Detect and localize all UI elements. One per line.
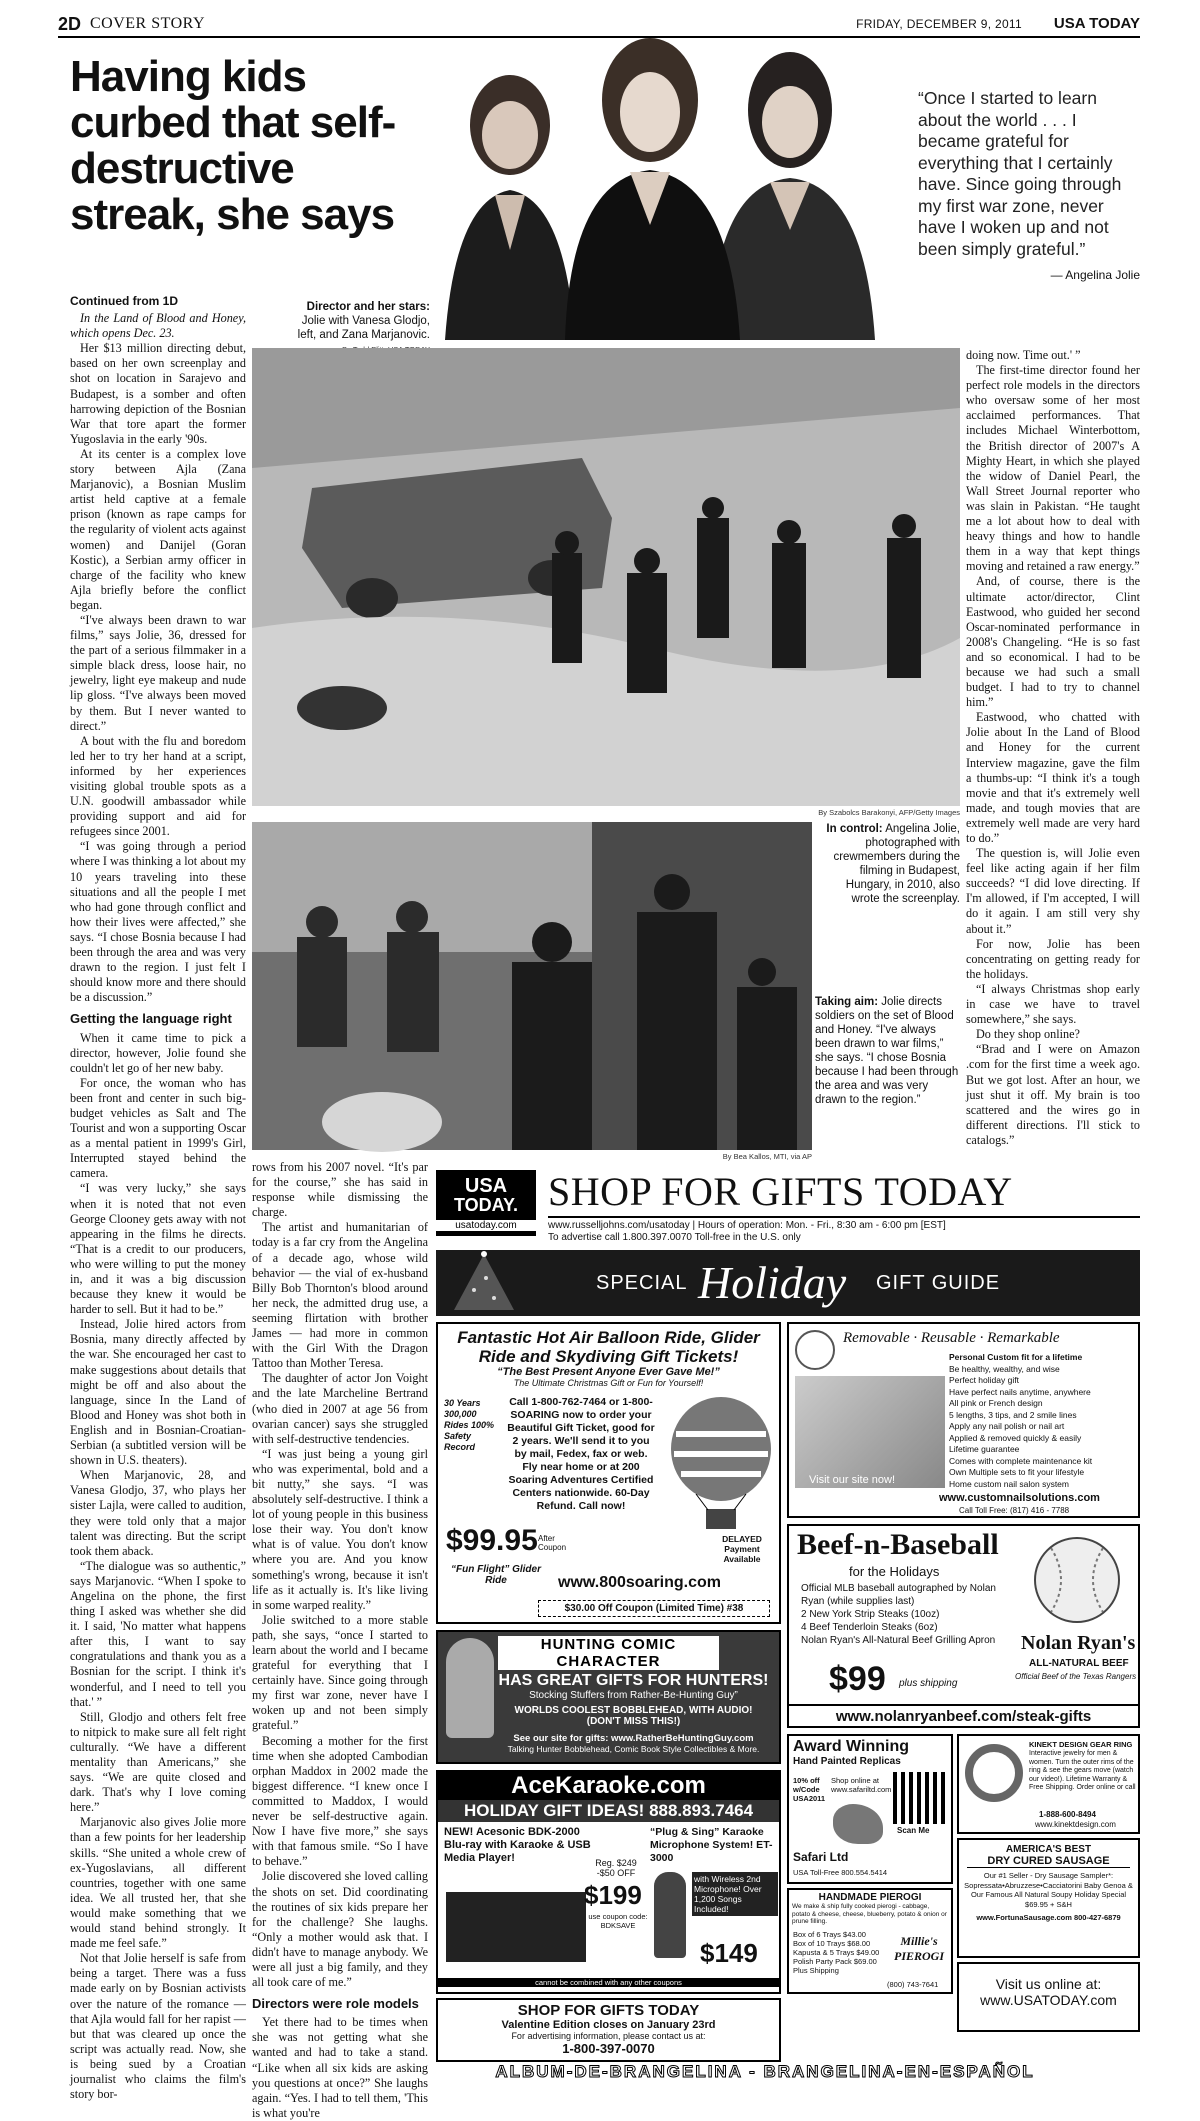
karaoke-p2-price: $149 (700, 1938, 758, 1968)
sausage-title: AMERICA'S BEST (1005, 1844, 1092, 1855)
crew-photo (252, 348, 960, 806)
col1-p7: When it came time to pick a director, however, Jolie found she couldn't let go of her new baby. (70, 1030, 246, 1075)
issue-date: FRIDAY, DECEMBER 9, 2011 (856, 17, 1022, 31)
balloon-title: Fantastic Hot Air Balloon Ride, Glider Ride and Skydiving Gift Tickets! (457, 1328, 760, 1366)
crew-photo-scene (252, 348, 960, 806)
ad-beef[interactable] (787, 1524, 1140, 1728)
beef-price: $99 (829, 1660, 886, 1698)
karaoke-p2: “Plug & Sing” Karaoke Microphone System! ET-3000 (650, 1826, 773, 1864)
pierogi-price: Box of 6 Trays $43.00 (793, 1930, 866, 1939)
beef-ship: plus shipping (899, 1678, 958, 1689)
soldiers-photo-credit: By Bea Kallos, MTI, via AP (722, 1152, 812, 1161)
karaoke-title: AceKaraoke.com (438, 1772, 779, 1800)
top-photo-caption (292, 300, 430, 342)
caption-text: Angelina Jolie, photographed with crewmembers during the filming in Budapest, Hungary, in 2010, also wrote the screenplay. (833, 823, 960, 905)
hot-air-balloon-icon (666, 1394, 776, 1534)
pull-quote (918, 88, 1140, 282)
balloon-sub1: “The Best Present Anyone Ever Gave Me!” (497, 1366, 720, 1378)
shop-bottom-title: SHOP FOR GIFTS TODAY (517, 2002, 700, 2019)
col2-p5: Jolie switched to a more stable path, she says, “once I started to learn about the world and I became grateful for everything that I certainly have. Since going through my first war zone, never have I woken up and not been simply grateful.” (252, 1612, 428, 1733)
caption-text: Jolie with Vanesa Glodjo, left, and Zana Marjanovic. (297, 315, 430, 341)
replicas-scan: Scan Me (897, 1826, 930, 1835)
logo-url: usatoday.com (436, 1220, 536, 1231)
beef-brand2: ALL-NATURAL BEEF (1029, 1658, 1129, 1669)
microphone-icon (654, 1872, 686, 1958)
soldiers-photo-caption (815, 995, 960, 1107)
kinekt-text: Interactive jewelry for men & women. Turn the outer rims of the ring & see the gears move (watch our video!). Lifetime Warranty & Free Shipping. Order online or call (1029, 1750, 1136, 1791)
beef-title: Beef-n-Baseball (797, 1528, 999, 1561)
nails-phone: Call Toll Free: (817) 416 - 7788 (959, 1506, 1070, 1515)
nails-tagline: Removable · Reusable · Remarkable (843, 1330, 1060, 1346)
visit-line2[interactable]: www.USATODAY.com (980, 1992, 1117, 2008)
top-photo (425, 30, 880, 340)
logo-line2: TODAY. (453, 1195, 519, 1215)
subhead-language: Getting the language right (70, 1011, 232, 1027)
right-p8: Do they shop online? (976, 1027, 1080, 1042)
holiday-banner (436, 1250, 1140, 1316)
col2-p7: Jolie discovered she loved calling the shots on set. Did coordinating the routines of six kids prepare her for the challenge? She laughs. “Only a mother would ask that. I didn't have to manage anybody. We were all just a big family, and they all took care of me.” (252, 1869, 428, 1990)
replicas-shop: Shop online at www.safariltd.com (831, 1776, 892, 1794)
sausage-url[interactable]: www.FortunaSausage.com 800-427-6879 (976, 1913, 1121, 1922)
pierogi-text: We make & ship fully cooked pierogi - cabbage, potato & cheese, cheese, blueberry, potato & onion or prune filling. (792, 1903, 947, 1925)
nails-feature: Be healthy, wealthy, and wise (949, 1363, 1060, 1374)
caption-text: Jolie directs soldiers on the set of Blood and Honey. “I've always been drawn to war films,” she says. “I chose Bosnia because I had been through the area and was very drawn to the region.” (815, 996, 959, 1106)
caption-title: In control: (826, 823, 883, 835)
baseball-icon (1031, 1534, 1123, 1626)
right-p4: Eastwood, who chatted with Jolie about In the Land of Blood and Honey for the current Interview magazine, gave the film a thumbs-up: “I think it's a tough movie and that it's extremely well made, and tough movies that are extremely well made are very hard to do.” (966, 710, 1140, 845)
sausage-text: Our #1 Seller - Dry Sausage Sampler*: Sopressata•Abruzzese•Cacciatorini Baby Genoa & Our Famous All Natural Soupy Holiday Special $69.95 + S&H (964, 1871, 1133, 1909)
beef-url[interactable]: www.nolanryanbeef.com/steak-gifts (789, 1704, 1138, 1726)
replicas-off: 10% off w/Code USA2011 (793, 1776, 826, 1803)
col2-p6: Becoming a mother for the first time when she adopted Cambodian orphan Maddox in 2002 made the biggest difference. “I knew once I committed to Maddox, I would never be self-destructive again. Now I have five more,” she says with that famous smile. “So I have to behave.” (252, 1733, 428, 1869)
col1-p8: For once, the woman who has been front and center in such big-budget vehicles as Salt and The Tourist and won a supporting Oscar as a mental patient in 1999's Girl, Interrupted stayed behind the camera. (70, 1075, 246, 1181)
shop-header (436, 1170, 1140, 1245)
paper-name: USA TODAY (1053, 15, 1140, 32)
pierogi-price: Polish Party Pack $69.00 (793, 1957, 877, 1966)
sausage-title2: DRY CURED SAUSAGE (967, 1855, 1130, 1868)
kinekt-phone: 1-888-600-8494 (1039, 1810, 1096, 1819)
pull-quote-attribution: — Angelina Jolie (1050, 268, 1140, 282)
beef-brand: Nolan Ryan's (1021, 1632, 1136, 1654)
bluray-player-icon (446, 1892, 586, 1962)
nails-feature: Personal Custom fit for a lifetime (949, 1352, 1083, 1362)
ad-balloon[interactable] (436, 1322, 781, 1624)
ad-hunting[interactable] (436, 1630, 781, 1764)
hunting-line4: (DON'T MISS THIS!) (586, 1716, 681, 1727)
col1-p9: “I was very lucky,” she says when it is noted that not even George Clooney gets away with not appearing in the films he directs. “That is a credit to our producers, who were willing to put the money in, and it was a big discussion because they knew it would be harder to sell. But it had to be.” (70, 1181, 246, 1317)
crew-photo-caption (815, 822, 960, 906)
continued-label: Continued from 1D (70, 294, 178, 308)
ad-pierogi[interactable] (787, 1888, 953, 1994)
ad-visit[interactable] (957, 1962, 1140, 2032)
col1-p11: When Marjanovic, 28, and Vanesa Glodjo, 37, who plays her sister Lajla, were called to audition, they were told only that a major talent was directing. But the script took them aback. (70, 1468, 246, 1558)
bobblehead-icon (446, 1638, 494, 1738)
headline: Having kids curbed that self-destructive streak, she says (70, 52, 396, 239)
hunting-site2: Talking Hunter Bobblehead, Comic Book Style Collectibles & More. (507, 1744, 760, 1754)
ad-replicas[interactable] (787, 1734, 953, 1884)
right-p9: “Brad and I were on Amazon .com for the first time a week ago. But we got lost. After an hour, we just shut it off. My brain is too scattered and the wires go in different directions. I'll stick to catalogs.” (966, 1042, 1140, 1147)
nails-feature: All pink or French design (949, 1398, 1043, 1408)
nails-photo (795, 1376, 945, 1488)
karaoke-p1: NEW! Acesonic BDK-2000 Blu-ray with Karaoke & USB Media Player! (444, 1826, 591, 1864)
col1-p6: “I was going through a period where I was thinking a lot about my 10 years traveling into these situations and all the people I met who had gone through conflict and how their lives were affected,” she says. “I chose Bosnia because I had been through the area and was very drawn to the region. I just felt I should know more and there should be a discussion.” (70, 839, 246, 1005)
ad-kinekt[interactable] (957, 1734, 1140, 1834)
dragon-figure-icon (833, 1804, 883, 1844)
ad-shop-bottom[interactable] (436, 1998, 781, 2062)
hunting-site[interactable]: See our site for gifts: www.RatherBeHuntingGuy.com (513, 1733, 754, 1744)
balloon-delayed: DELAYED Payment Available (722, 1534, 762, 1564)
shop-title-rule (548, 1216, 1140, 1218)
nails-feature: Applied & removed quickly & easily (949, 1432, 1082, 1443)
pierogi-phone: (800) 743-7641 (887, 1980, 939, 1989)
caption-title: Taking aim: (815, 996, 879, 1008)
right-p5: The question is, will Jolie even feel like acting again if her film succeeds? “I did love directing. If I'm allowed, if I'm accepted, I will do it again. I am still very shy about it.” (966, 846, 1140, 936)
nails-feature: Apply any nail polish or nail art (949, 1421, 1065, 1431)
karaoke-p1-reg: Reg. $249 -$50 OFF (595, 1858, 637, 1878)
col1-p13: Still, Glodjo and others felt free to nitpick to make sure all felt right culturally. “We have a different mentality than Americans,” she says. “We are quite closed and dark. That's why I love coming here.” (70, 1709, 246, 1815)
replicas-title: Award Winning (793, 1738, 909, 1755)
hunting-title: HUNTING COMIC CHARACTER (498, 1636, 719, 1670)
beef-sub: for the Holidays (849, 1564, 940, 1579)
article-column-1 (70, 294, 246, 2102)
col2-p8: Yet there had to be times when she was not getting what she wanted and had to take a stand. “Like when all six kids are asking you questions at once?” She laughs again. “Yes. I had to tell them, 'This is what you're (252, 2015, 428, 2120)
hunting-line3: WORLDS COOLEST BOBBLEHEAD, WITH AUDIO! (514, 1705, 753, 1716)
col1-p5: A bout with the flu and boredom led her to try her hand at a script, informed by her experiences visiting global trouble spots as a U.N. goodwill ambassador while providing support and aid for refugees since 2001. (70, 733, 246, 839)
replicas-phone: USA Toll-Free 800.554.5414 (793, 1868, 888, 1877)
pull-quote-text: “Once I started to learn about the world . . . I became grateful for everything that I certainly have. Since going through my first war zone, never have I woken up and not been simply grateful.” (918, 88, 1122, 259)
hunting-line2: Stocking Stuffers from Rather-Be-Hunting Guy” (529, 1690, 738, 1701)
beef-item: Nolan Ryan's All-Natural Beef Grilling Apron (801, 1635, 996, 1646)
balloon-call: Call 1-800-762-7464 or 1-800-SOARING now to order your Beautiful Gift Ticket, good for 2 years. We'll send it to you by mail, Fedex, fax or web. Fly near home or at 200 Soaring Adventures Certified Centers nationwide. 60-Day Refund. Call now! (507, 1396, 655, 1512)
nails-feature: Home custom nail salon system (949, 1478, 1069, 1489)
watermark: ALBUM-DE-BRANGELINA - BRANGELINA-EN-ESPAÑOL (495, 2062, 1035, 2081)
col1-p10: Instead, Jolie hired actors from Bosnia, many directly affected by the war. She encouraged her cast to make suggestions about details that might be off and also about the language, since In the Land of Blood and Honey was shot both in English and in Bosnian-Croatian-Serbian (a subtitled version will be shown in U.S. theaters). (70, 1317, 246, 1468)
right-p6: For now, Jolie has been concentrating on getting ready for the holidays. (966, 936, 1140, 981)
karaoke-p1-code: use coupon code: BDKSAVE (588, 1912, 648, 1930)
christmas-tree-icon (444, 1250, 524, 1316)
gear-ring-icon (965, 1744, 1023, 1802)
portrait-illustration (425, 30, 880, 340)
nails-url[interactable]: www.customnailsolutions.com (939, 1492, 1100, 1504)
karaoke-fine: cannot be combined with any other coupons (438, 1978, 779, 1987)
kinekt-title: KINEKT DESIGN GEAR RING (1029, 1740, 1133, 1749)
col2-p3: The daughter of actor Jon Voight and the late Marcheline Bertrand (who died in 2007 at age 56 from ovarian cancer) says she struggled with self-destructive tendencies. (252, 1371, 428, 1446)
banner-special: SPECIAL (596, 1272, 688, 1294)
shop-bottom-info: For advertising information, please contact us at: (511, 2031, 706, 2041)
right-p3: And, of course, there is the ultimate actor/director, Clint Eastwood, who guided her second Oscar-nominated performance in 2008's Changeling. “He is so fast and so economical. I had to be because we had such a small budget. I had to try to channel him.” (966, 574, 1140, 710)
nails-feature: Perfect holiday gift (949, 1375, 1019, 1385)
hunting-line1: HAS GREAT GIFTS FOR HUNTERS! (498, 1672, 769, 1689)
balloon-price: $99.95 (446, 1524, 538, 1557)
pierogi-prices (793, 1930, 883, 1975)
caption-title: Director and her stars: (306, 301, 430, 313)
subhead-role-models: Directors were role models (252, 1996, 419, 2012)
banner-holiday: Holiday (698, 1257, 847, 1308)
usa-today-logo (436, 1170, 536, 1236)
section-label: COVER STORY (90, 15, 206, 32)
balloon-glider: “Fun Flight” Glider Ride (451, 1564, 541, 1586)
pierogi-price: Plus Shipping (793, 1966, 839, 1975)
col1-p1: In the Land of Blood and Honey, which opens Dec. 23. (70, 311, 246, 341)
beef-item: 2 New York Strip Steaks (10oz) (801, 1609, 940, 1620)
shop-info-2: To advertise call 1.800.397.0070 Toll-free in the U.S. only (548, 1232, 801, 1243)
nails-visit: Visit our site now! (809, 1474, 896, 1486)
nails-feature: 5 lengths, 3 tips, and 2 smile lines (949, 1409, 1077, 1420)
col1-p12: “The dialogue was so authentic,” says Marjanovic. “When I spoke to Angelina on the phone, the first thing I asked was whether she did it. I said, 'No matter what happens after this, I want to say congratulations and thank you as a Bosnian for the script. I think it's wonderful, and I need to tell you that.' ” (70, 1558, 246, 1709)
shop-bottom-sub: Valentine Edition closes on January 23rd (501, 2019, 716, 2031)
balloon-coupon: $30.00 Off Coupon (Limited Time) #38 (538, 1600, 770, 1617)
article-column-2 (252, 1160, 428, 2120)
col1-p14: Marjanovic also gives Jolie more than a few points for her leadership skills. “She united a whole crew of ex-Yugoslavians, all different countries, together with one same idea. We all trusted her, that she would make something that we would stand behind strongly. It made me feel safe.” (70, 1815, 246, 1951)
kinekt-url[interactable]: www.kinektdesign.com (1035, 1820, 1116, 1829)
nails-features (949, 1352, 1137, 1490)
shop-title: SHOP FOR GIFTS TODAY (548, 1169, 1013, 1214)
nails-feature: Comes with complete maintenance kit (949, 1455, 1093, 1466)
beef-items (801, 1582, 1001, 1647)
page-number: 2D (58, 14, 82, 34)
nails-logo (795, 1330, 835, 1370)
ad-nails[interactable] (787, 1322, 1140, 1518)
qr-code-icon[interactable] (893, 1772, 945, 1824)
soldiers-photo (252, 822, 812, 1150)
col2-p4: “I was just being a young girl who was experimental, bold and a bit nutty,” she says. “I was absolutely self-destructive. I think a lot of young people in this business lose their way. You don't know what is of value. You don't know where you are. And you know something's wrong, because it isn't life as it actually is. It's like living in some warped reality.” (252, 1446, 428, 1612)
right-p7: “I always Christmas shop early in case we have to travel somewhere,” she says. (966, 981, 1140, 1027)
right-p1: doing now. Time out.' ” (966, 348, 1081, 362)
soldiers-photo-scene (252, 822, 812, 1150)
right-p2: The first-time director found her perfect role models in the directors who oversaw some of her most acclaimed performances. That includes Michael Winterbottom, the British director of 2007's A Mighty Heart, in which she played the widow of Daniel Pearl, the Wall Street Journal reporter who was slain in Pakistan. “He taught me a lot about how to deal with heavy things and how to handle them in a way that kept things moving and retained a raw energy.” (966, 363, 1140, 574)
beef-brand3: Official Beef of the Texas Rangers (1015, 1672, 1137, 1681)
shop-bottom-phone: 1-800-397-0070 (562, 2041, 655, 2056)
col2-p1: rows from his 2007 novel. “It's par for the course,” she has said in response while dismissing the charge. (252, 1160, 428, 1220)
col1-p4: “I've always been drawn to war films,” says Jolie, 36, dressed for the part of a serious filmmaker in a simple black dress, loose hair, no jewelry, light eye makeup and nude lip gloss. “I've always been moved by them. But I never wanted to direct.” (70, 612, 246, 733)
karaoke-p1-price: $199 (584, 1880, 642, 1910)
nails-feature: Own Multiple sets to fit your lifestyle (949, 1467, 1085, 1477)
logo-line1: USA (464, 1175, 508, 1197)
balloon-years: 30 Years 300,000 Rides 100% Safety Record (444, 1398, 495, 1452)
nails-feature: Have perfect nails anytime, anywhere (949, 1386, 1091, 1397)
col1-p15: Not that Jolie herself is safe from being a target. There was a fuss made early on by Bosnian activists over the nature of the romance — that Ajla would fall for her rapist — but that was cleared up once the script was actually read. Now, she is being sued by a Croatian journalist who claims the film's story bor- (70, 1951, 246, 2102)
col2-p2: The artist and humanitarian of today is a far cry from the Angelina of a decade ago, whose wild behavior — the vial of ex-husband Billy Bob Thornton's blood around her neck, the admitted drug use, a seeming flirtation with brother James — had more in common with the Girl With the Dragon Tattoo than Mother Teresa. (252, 1220, 428, 1371)
pierogi-title: HANDMADE PIEROGI (818, 1892, 922, 1903)
article-column-right (966, 348, 1140, 1170)
beef-item: Official MLB baseball autographed by Nolan Ryan (while supplies last) (801, 1583, 996, 1607)
replicas-brand: Safari Ltd (793, 1850, 849, 1864)
visit-line1: Visit us online at: (995, 1976, 1102, 1992)
col1-p2: Her $13 million directing debut, based on her own screenplay and shot on location in Sarajevo and Budapest, is a somber and often harrowing depiction of the Bosnian War that tore apart the former Yugoslavia in the early '90s. (70, 341, 246, 446)
balloon-url[interactable]: www.800soaring.com (558, 1574, 722, 1591)
replicas-sub: Hand Painted Replicas (793, 1756, 901, 1767)
nails-feature: Lifetime guarantee (949, 1444, 1020, 1454)
ad-sausage[interactable] (957, 1838, 1140, 1958)
balloon-price-note: After Coupon (538, 1534, 567, 1552)
shop-info-1: www.russelljohns.com/usatoday | Hours of operation: Mon. - Fri., 8:30 am - 6:00 pm [EST] (548, 1220, 946, 1231)
pierogi-price: Kapusta & 5 Trays $49.00 (793, 1948, 880, 1957)
crew-photo-credit: By Szabolcs Barakonyi, AFP/Getty Images (818, 808, 960, 817)
pierogi-price: Box of 10 Trays $68.00 (793, 1939, 871, 1948)
karaoke-sub: HOLIDAY GIFT IDEAS! 888.893.7464 (438, 1800, 779, 1822)
col1-p3: At its center is a complex love story between Ajla (Zana Marjanovic), a Bosnian Muslim artist held captive at a female prison (known as rape camps for the regularity of violent acts against women) and Danijel (Goran Kostic), a Serbian army officer in charge of the facility who knew Ajla briefly before the conflict began. (70, 446, 246, 612)
ad-karaoke[interactable] (436, 1770, 781, 1994)
banner-guide: GIFT GUIDE (876, 1272, 1001, 1294)
karaoke-p2-note: with Wireless 2nd Microphone! Over 1,200 Songs Included! (692, 1872, 778, 1916)
balloon-sub2: The Ultimate Christmas Gift or Fun for Yourself! (513, 1378, 704, 1388)
pierogi-brand: Millie's PIEROGI (893, 1934, 944, 1963)
beef-item: 4 Beef Tenderloin Steaks (6oz) (801, 1622, 938, 1633)
